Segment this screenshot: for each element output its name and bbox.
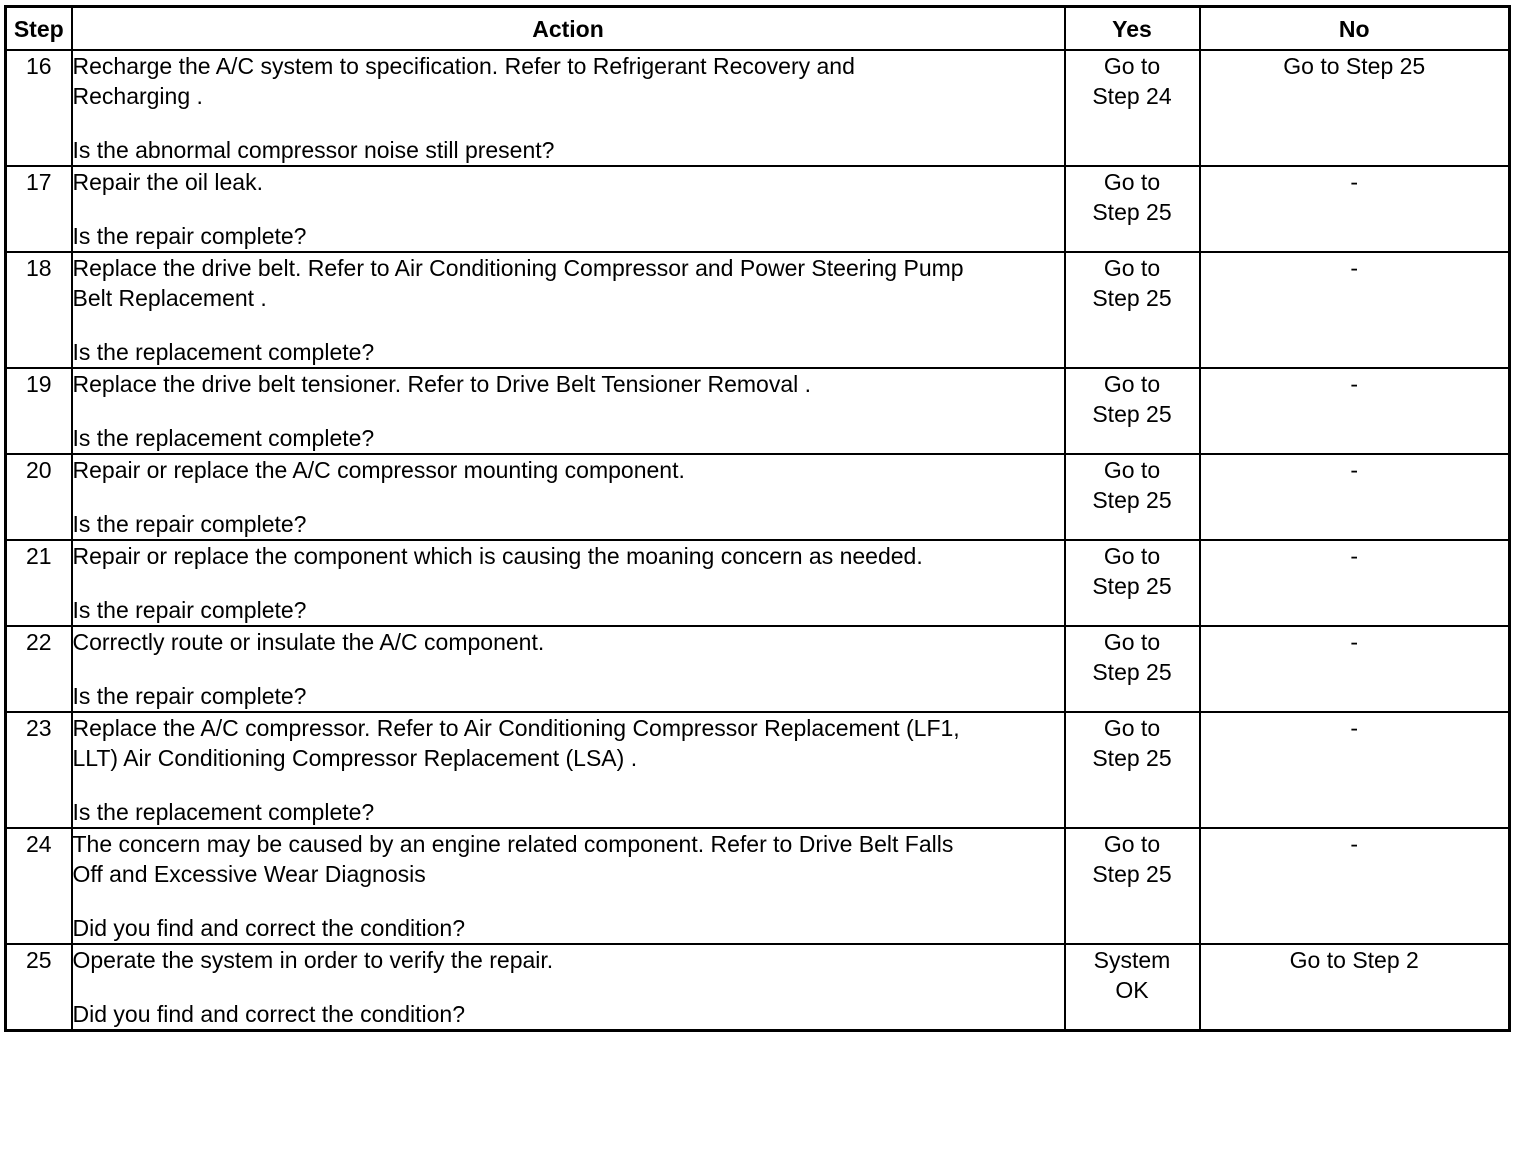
yes-text: Go to xyxy=(1103,629,1161,655)
yes-text: Go to xyxy=(1103,371,1161,397)
no-target: - xyxy=(1350,371,1359,397)
yes-text: System xyxy=(1093,947,1171,973)
step-number: 21 xyxy=(6,540,72,626)
action-cell xyxy=(72,166,1065,252)
yes-text: Go to xyxy=(1103,255,1161,281)
step-number: 17 xyxy=(6,166,72,252)
yes-target: Step 25 xyxy=(1092,285,1172,311)
action-instruction: Correctly route or insulate the A/C component. xyxy=(72,629,545,655)
table-row xyxy=(6,626,1510,712)
action-cell xyxy=(72,540,1065,626)
step-number: 18 xyxy=(6,252,72,368)
action-question: Is the repair complete? xyxy=(72,511,307,537)
step-number: 25 xyxy=(6,944,72,1031)
table-row xyxy=(6,252,1510,368)
yes-cell xyxy=(1065,944,1200,1031)
step-number: 22 xyxy=(6,626,72,712)
action-instruction: Repair or replace the component which is causing the moaning concern as needed. xyxy=(72,543,923,569)
action-instruction: Repair the oil leak. xyxy=(72,169,263,195)
step-number: 20 xyxy=(6,454,72,540)
table-row xyxy=(6,454,1510,540)
yes-column-header: Yes xyxy=(1065,7,1200,51)
yes-text: Go to xyxy=(1103,53,1161,79)
action-question: Is the repair complete? xyxy=(72,223,307,249)
action-cell xyxy=(72,454,1065,540)
action-question: Did you find and correct the condition? xyxy=(72,915,466,941)
diagnostic-table xyxy=(4,5,1511,1032)
no-cell xyxy=(1200,454,1510,540)
action-question: Is the replacement complete? xyxy=(72,425,375,451)
action-question: Is the abnormal compressor noise still present? xyxy=(72,137,555,163)
yes-cell xyxy=(1065,166,1200,252)
no-target: Go to Step 2 xyxy=(1289,947,1419,973)
table-row xyxy=(6,944,1510,1031)
no-target: - xyxy=(1350,255,1359,281)
step-number: 23 xyxy=(6,712,72,828)
action-instruction: Replace the drive belt tensioner. Refer to Drive Belt Tensioner Removal . xyxy=(72,371,812,397)
yes-text: Go to xyxy=(1103,457,1161,483)
action-instruction: Replace the drive belt. Refer to Air Conditioning Compressor and Power Steering Pump Belt Replacement . xyxy=(72,255,964,311)
yes-cell xyxy=(1065,252,1200,368)
yes-text: Go to xyxy=(1103,543,1161,569)
header-row xyxy=(6,7,1510,51)
yes-cell xyxy=(1065,50,1200,166)
no-cell xyxy=(1200,626,1510,712)
no-target: - xyxy=(1350,543,1359,569)
table-row xyxy=(6,828,1510,944)
action-cell xyxy=(72,368,1065,454)
no-target: - xyxy=(1350,629,1359,655)
no-cell xyxy=(1200,50,1510,166)
no-cell xyxy=(1200,712,1510,828)
action-cell xyxy=(72,626,1065,712)
no-cell xyxy=(1200,166,1510,252)
no-target: - xyxy=(1350,715,1359,741)
action-cell xyxy=(72,712,1065,828)
no-target: - xyxy=(1350,457,1359,483)
yes-target: Step 25 xyxy=(1092,573,1172,599)
yes-target: Step 24 xyxy=(1092,83,1172,109)
table-row xyxy=(6,50,1510,166)
yes-text: Go to xyxy=(1103,169,1161,195)
no-cell xyxy=(1200,540,1510,626)
action-instruction: The concern may be caused by an engine related component. Refer to Drive Belt Falls Off and Excessive Wear Diagnosis xyxy=(72,831,954,887)
action-instruction: Replace the A/C compressor. Refer to Air Conditioning Compressor Replacement (LF1, LLT) Air Conditioning Compressor Replacement (LSA) . xyxy=(72,715,960,771)
yes-cell xyxy=(1065,712,1200,828)
no-target: - xyxy=(1350,831,1359,857)
table-row xyxy=(6,712,1510,828)
step-number: 24 xyxy=(6,828,72,944)
action-cell xyxy=(72,50,1065,166)
step-number: 16 xyxy=(6,50,72,166)
no-column-header: No xyxy=(1200,7,1510,51)
yes-cell xyxy=(1065,540,1200,626)
no-cell xyxy=(1200,252,1510,368)
no-cell xyxy=(1200,944,1510,1031)
yes-target: Step 25 xyxy=(1092,401,1172,427)
yes-target: Step 25 xyxy=(1092,745,1172,771)
no-target: - xyxy=(1350,169,1359,195)
yes-text: Go to xyxy=(1103,715,1161,741)
no-cell xyxy=(1200,368,1510,454)
table-row xyxy=(6,368,1510,454)
no-cell xyxy=(1200,828,1510,944)
action-column-header: Action xyxy=(72,7,1065,51)
action-instruction: Repair or replace the A/C compressor mounting component. xyxy=(72,457,685,483)
yes-target: Step 25 xyxy=(1092,199,1172,225)
action-question: Is the repair complete? xyxy=(72,597,307,623)
yes-text: Go to xyxy=(1103,831,1161,857)
yes-cell xyxy=(1065,368,1200,454)
yes-target: Step 25 xyxy=(1092,861,1172,887)
yes-target: Step 25 xyxy=(1092,659,1172,685)
action-question: Did you find and correct the condition? xyxy=(72,1001,466,1027)
action-cell xyxy=(72,252,1065,368)
action-question: Is the replacement complete? xyxy=(72,799,375,825)
step-number: 19 xyxy=(6,368,72,454)
action-instruction: Recharge the A/C system to specification. Refer to Refrigerant Recovery and Recharging . xyxy=(72,53,855,109)
yes-target: OK xyxy=(1115,977,1149,1003)
action-cell xyxy=(72,944,1065,1031)
yes-cell xyxy=(1065,626,1200,712)
action-question: Is the repair complete? xyxy=(72,683,307,709)
yes-cell xyxy=(1065,454,1200,540)
action-instruction: Operate the system in order to verify the repair. xyxy=(72,947,554,973)
table-row xyxy=(6,540,1510,626)
action-question: Is the replacement complete? xyxy=(72,339,375,365)
step-column-header: Step xyxy=(6,7,72,51)
yes-cell xyxy=(1065,828,1200,944)
yes-target: Step 25 xyxy=(1092,487,1172,513)
action-cell xyxy=(72,828,1065,944)
no-target: Go to Step 25 xyxy=(1283,53,1426,79)
table-row xyxy=(6,166,1510,252)
